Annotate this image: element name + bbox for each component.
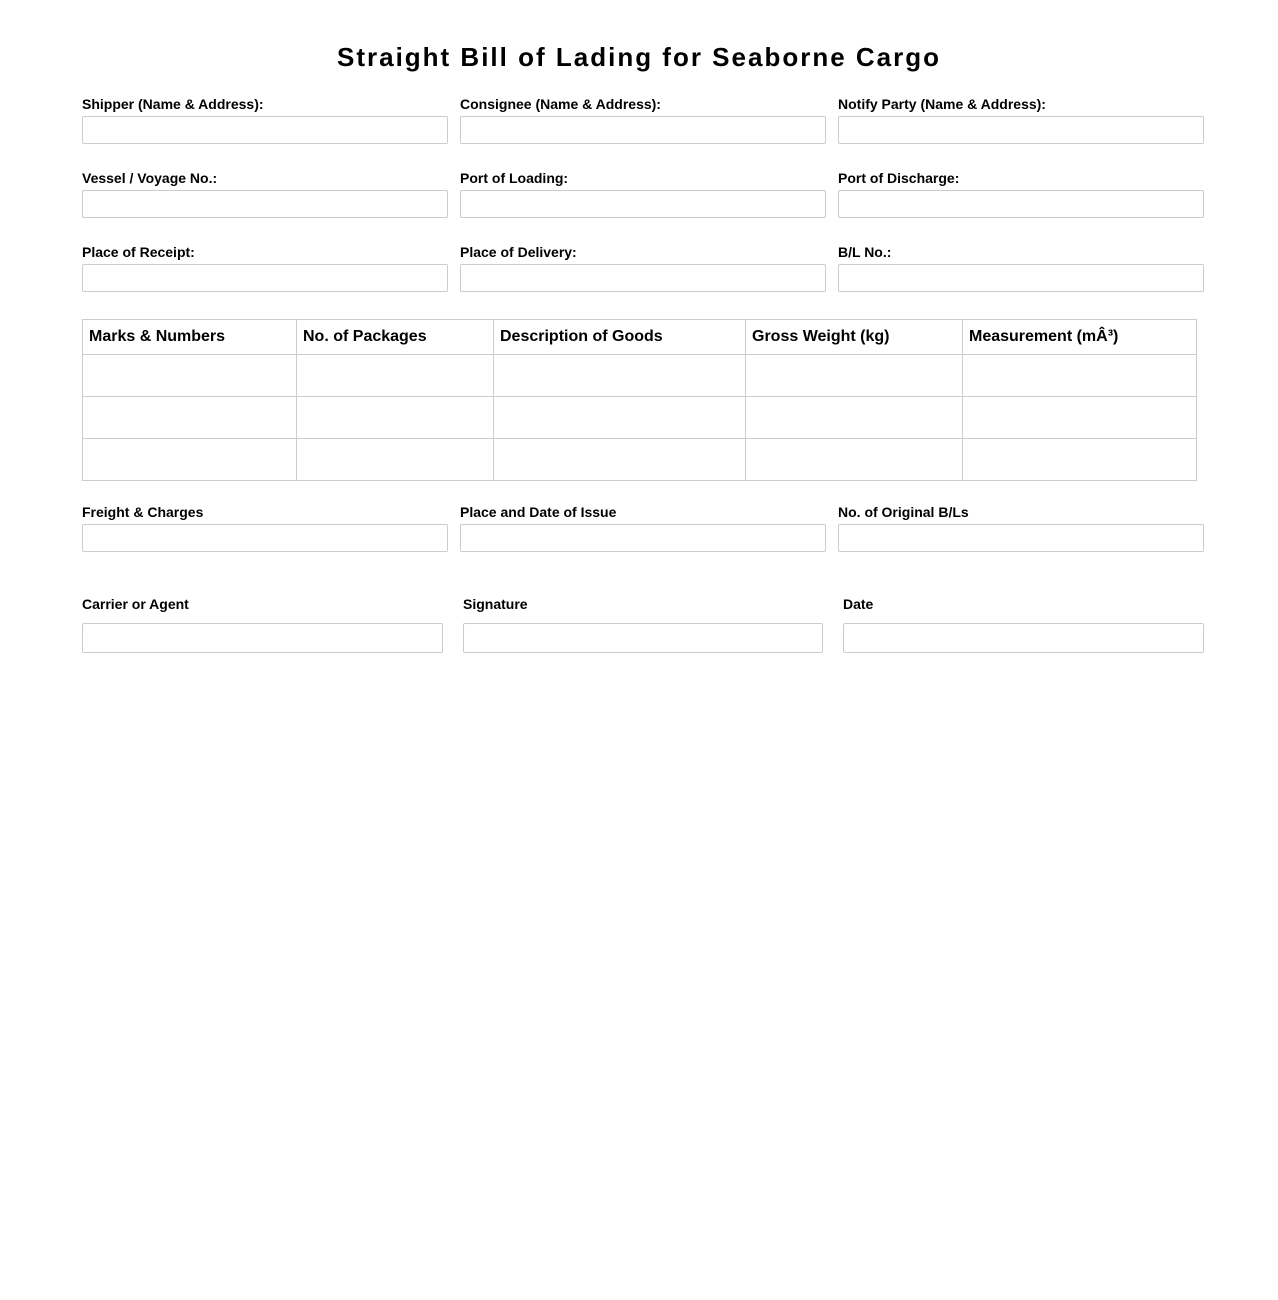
notify-party-label: Notify Party (Name & Address): — [838, 96, 1046, 112]
notify-party-input[interactable] — [838, 116, 1204, 144]
table-cell[interactable] — [963, 397, 1197, 439]
table-cell[interactable] — [746, 355, 963, 397]
table-cell[interactable] — [83, 355, 297, 397]
carrier-field-group — [82, 596, 443, 653]
table-cell[interactable] — [746, 397, 963, 439]
table-cell[interactable] — [297, 397, 494, 439]
place-delivery-field-group — [460, 244, 826, 292]
table-cell[interactable] — [963, 355, 1197, 397]
table-row — [83, 355, 1197, 397]
notify-party-field-group — [838, 96, 1204, 144]
bl-no-field-group — [838, 244, 1204, 292]
place-receipt-input[interactable] — [82, 264, 448, 292]
carrier-input[interactable] — [82, 623, 443, 653]
column-header-gross-weight: Gross Weight (kg) — [746, 320, 963, 355]
port-loading-label: Port of Loading: — [460, 170, 569, 186]
table-cell[interactable] — [963, 439, 1197, 481]
consignee-field-group — [460, 96, 826, 144]
column-header-marks: Marks & Numbers — [83, 320, 297, 355]
cargo-table — [82, 319, 1197, 481]
signature-input[interactable] — [463, 623, 823, 653]
shipper-label: Shipper (Name & Address): — [82, 96, 264, 112]
bl-no-label: B/L No.: — [838, 244, 892, 260]
bl-no-input[interactable] — [838, 264, 1204, 292]
table-cell[interactable] — [83, 397, 297, 439]
column-header-measurement: Measurement (mÂ³) — [963, 320, 1197, 355]
signature-field-group — [463, 596, 823, 653]
vessel-input[interactable] — [82, 190, 448, 218]
consignee-input[interactable] — [460, 116, 826, 144]
signature-label: Signature — [463, 596, 528, 612]
table-cell[interactable] — [494, 355, 746, 397]
vessel-label: Vessel / Voyage No.: — [82, 170, 218, 186]
column-header-description: Description of Goods — [494, 320, 746, 355]
freight-field-group — [82, 504, 448, 552]
table-row — [83, 397, 1197, 439]
port-discharge-input[interactable] — [838, 190, 1204, 218]
table-cell[interactable] — [746, 439, 963, 481]
date-field-group — [843, 596, 1204, 653]
date-label: Date — [843, 596, 874, 612]
place-date-issue-label: Place and Date of Issue — [460, 504, 617, 520]
freight-label: Freight & Charges — [82, 504, 204, 520]
table-row — [83, 439, 1197, 481]
original-bls-field-group — [838, 504, 1204, 552]
table-cell[interactable] — [83, 439, 297, 481]
original-bls-label: No. of Original B/Ls — [838, 504, 969, 520]
column-header-packages: No. of Packages — [297, 320, 494, 355]
cargo-table-header — [83, 320, 1197, 355]
shipper-input[interactable] — [82, 116, 448, 144]
page-title: Straight Bill of Lading for Seaborne Cargo — [336, 42, 942, 72]
place-delivery-input[interactable] — [460, 264, 826, 292]
freight-input[interactable] — [82, 524, 448, 552]
place-date-issue-field-group — [460, 504, 826, 552]
vessel-field-group — [82, 170, 448, 218]
table-cell[interactable] — [494, 397, 746, 439]
consignee-label: Consignee (Name & Address): — [460, 96, 661, 112]
place-receipt-label: Place of Receipt: — [82, 244, 195, 260]
place-receipt-field-group — [82, 244, 448, 292]
original-bls-input[interactable] — [838, 524, 1204, 552]
table-cell[interactable] — [297, 355, 494, 397]
port-discharge-field-group — [838, 170, 1204, 218]
table-cell[interactable] — [297, 439, 494, 481]
port-discharge-label: Port of Discharge: — [838, 170, 960, 186]
carrier-label: Carrier or Agent — [82, 596, 189, 612]
shipper-field-group — [82, 96, 448, 144]
date-input[interactable] — [843, 623, 1204, 653]
port-loading-field-group — [460, 170, 826, 218]
place-date-issue-input[interactable] — [460, 524, 826, 552]
table-cell[interactable] — [494, 439, 746, 481]
port-loading-input[interactable] — [460, 190, 826, 218]
place-delivery-label: Place of Delivery: — [460, 244, 577, 260]
